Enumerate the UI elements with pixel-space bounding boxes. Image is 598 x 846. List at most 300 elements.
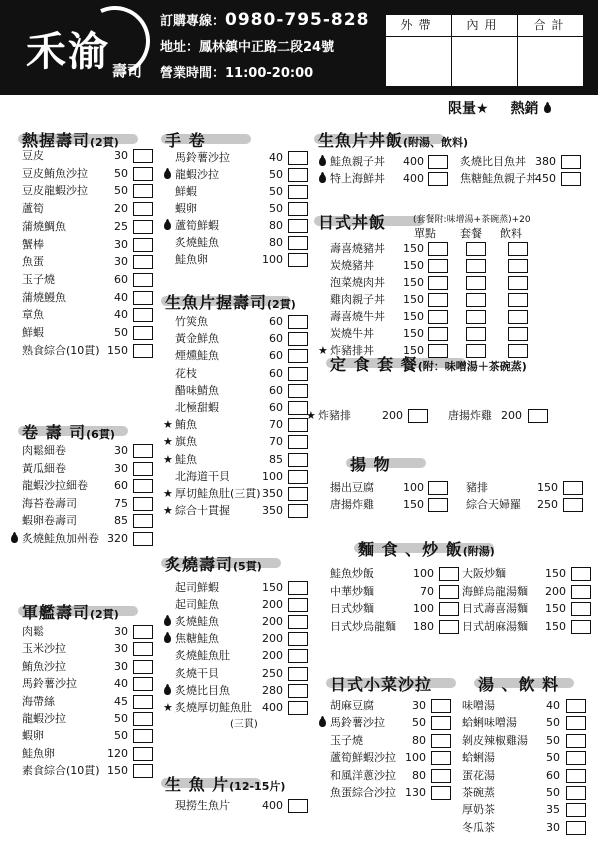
item-price: 200 [501,409,522,422]
quantity-box[interactable] [133,514,153,528]
menu-item [10,746,155,762]
item-name: 玉子燒 [330,733,363,747]
section-title-text: 湯 、飲 料 [478,675,560,694]
section-subtitle: (6貫) [86,428,115,441]
quantity-box[interactable] [133,238,153,252]
section-subtitle: (附湯) [462,545,495,558]
item-name: 蛤蜊湯 [462,751,495,765]
quantity-box[interactable] [563,498,583,512]
quantity-box[interactable] [288,435,308,449]
quantity-box[interactable] [561,172,581,186]
item-price: 50 [114,184,128,198]
quantity-box[interactable] [466,293,486,307]
section-title-text: 手 卷 [165,131,206,150]
item-price: 130 [405,786,426,799]
legend [448,98,552,118]
quantity-box[interactable] [288,168,308,182]
quantity-box[interactable] [288,236,308,250]
quantity-box[interactable] [288,185,308,199]
total-box[interactable] [518,37,585,88]
item-name: 和風洋蔥沙拉 [330,768,396,782]
menu-item [10,496,155,512]
item-name: 蛋花湯 [462,768,495,782]
item-price: 60 [546,768,560,782]
menu-item [163,503,310,519]
menu-item [163,434,310,450]
item-price: 150 [545,567,566,580]
menu-item [10,461,155,477]
menu-item [163,218,310,234]
menu-item [10,443,155,459]
takeout-box[interactable] [386,37,452,88]
quantity-box[interactable] [508,293,528,307]
item-price: 80 [269,236,283,249]
store-info [160,10,369,88]
menu-item [163,184,310,200]
item-name: 日式胡麻湯麵 [462,619,528,633]
item-price: 150 [403,310,424,323]
item-price: 40 [114,290,128,304]
quantity-box[interactable] [428,481,448,495]
quantity-box[interactable] [566,734,586,748]
quantity-box[interactable] [288,418,308,432]
menu-item [10,272,155,288]
quantity-box[interactable] [508,310,528,324]
quantity-box[interactable] [133,202,153,216]
quantity-box[interactable] [133,642,153,656]
quantity-box[interactable] [133,695,153,709]
quantity-box[interactable] [133,729,153,743]
quantity-box[interactable] [288,453,308,467]
quantity-box[interactable] [288,667,308,681]
quantity-box[interactable] [133,326,153,340]
item-price: 50 [114,166,128,180]
item-price: 100 [403,481,424,494]
flame-icon [163,219,172,231]
item-price: 150 [545,602,566,616]
item-name: 唐揚炸雞 [448,409,492,422]
item-name: 鮮蝦 [175,185,197,198]
quantity-box[interactable] [428,327,448,341]
menu-item [450,566,593,582]
section-title-text: 揚 物 [350,455,391,474]
quantity-box[interactable] [428,276,448,290]
menu-item [318,768,453,784]
quantity-box[interactable] [288,315,308,329]
address-label: 地址： [160,40,200,55]
quantity-box[interactable] [508,242,528,256]
quantity-box[interactable] [288,151,308,165]
quantity-box[interactable] [566,821,586,835]
quantity-box[interactable] [431,751,451,765]
item-name: 花枝 [175,366,197,380]
quantity-box[interactable] [133,255,153,269]
item-name: 炙燒比目魚 [175,683,230,697]
quantity-box[interactable] [528,409,548,423]
quantity-box[interactable] [288,598,308,612]
quantity-box[interactable] [288,401,308,415]
item-name: 厚奶茶 [462,803,495,817]
section-title-teishoku [330,352,527,375]
item-price: 350 [262,504,283,518]
item-name: 海鮮烏龍湯麵 [462,584,528,598]
item-name: 蛤蜊味噌湯 [462,716,517,730]
item-price: 50 [269,202,283,215]
item-name: 炙燒鮭魚 [175,615,219,629]
section-title-salad [330,672,432,695]
item-price: 30 [114,255,128,269]
limited-star-icon: ★ [163,700,173,714]
quantity-box[interactable] [571,567,591,581]
item-price: 50 [412,716,426,730]
quantity-box[interactable] [133,149,153,163]
quantity-box[interactable] [466,310,486,324]
quantity-box[interactable] [288,384,308,398]
quantity-box[interactable] [563,481,583,495]
hours-row [160,62,369,88]
item-price: 50 [114,326,128,339]
item-price: 200 [262,615,283,629]
quantity-box[interactable] [431,769,451,783]
item-name: 蝦卵卷壽司 [22,514,77,527]
item-name: 煙燻鮭魚 [175,349,219,363]
quantity-box[interactable] [288,487,308,501]
quantity-box[interactable] [431,786,451,800]
quantity-box[interactable] [133,291,153,305]
item-price: 250 [262,666,283,680]
quantity-box[interactable] [566,716,586,730]
item-name: 豬排 [466,481,488,494]
menu-item [163,631,310,647]
menu-item [10,641,155,657]
item-price: 450 [535,172,556,185]
item-price: 100 [405,751,426,765]
item-price: 70 [269,435,283,449]
section-title-text: 卷 壽 司 [22,423,87,442]
item-name: 熟食綜合(10貫) [22,343,100,357]
menu-item [10,711,155,727]
section-title-text: 生魚片丼飯 [318,131,404,150]
menu-item [318,326,545,342]
quantity-box[interactable] [133,167,153,181]
item-price: 25 [114,219,128,233]
limited-star-icon: ★ [163,418,173,432]
flame-icon [163,168,172,180]
item-name: 炙燒鮭魚 [175,236,219,249]
item-price: 150 [537,481,558,494]
quantity-box[interactable] [133,220,153,234]
section-title-temaki [165,128,206,151]
item-name: 壽喜燒牛丼 [330,310,385,323]
quantity-box[interactable] [288,799,308,813]
item-price: 60 [269,315,283,328]
item-price: 40 [114,308,128,322]
menu-item [163,383,310,399]
quantity-box[interactable] [133,712,153,726]
menu-item [318,733,453,749]
quantity-box[interactable] [288,632,308,646]
item-price: 200 [545,584,566,598]
quantity-box[interactable] [428,172,448,186]
item-price: 30 [114,237,128,251]
item-name: 鮭魚親子丼 [330,155,385,168]
item-price: 70 [420,584,434,598]
item-price: 50 [114,712,128,725]
item-name: 壽喜燒豬丼 [330,242,385,255]
menu-item [10,531,155,547]
quantity-box[interactable] [133,764,153,778]
quantity-box[interactable] [133,344,153,358]
quantity-box[interactable] [431,734,451,748]
quantity-box[interactable] [571,585,591,599]
quantity-box[interactable] [288,470,308,484]
item-price: 50 [546,786,560,799]
quantity-box[interactable] [428,310,448,324]
business-hours: 11:00-20:00 [225,66,314,81]
item-price: 60 [269,366,283,380]
quantity-box[interactable] [466,276,486,290]
item-price: 400 [403,155,424,168]
section-title-gunkan [22,600,119,623]
quantity-box[interactable] [288,367,308,381]
quantity-box[interactable] [133,497,153,511]
flame-icon [163,615,172,627]
item-name: 黃金鮮魚 [175,332,219,346]
quantity-box[interactable] [466,327,486,341]
quantity-box[interactable] [288,219,308,233]
item-price: 150 [262,581,283,594]
item-price: 400 [262,799,283,812]
item-price: 150 [403,259,424,272]
menu-item [163,417,310,433]
quantity-box[interactable] [133,532,153,546]
column-header: 套餐 [460,227,482,240]
menu-item [448,171,583,187]
item-price: 60 [269,349,283,363]
menu-item [450,750,588,766]
section-title-text: 炙燒壽司 [165,555,234,574]
quantity-box[interactable] [571,602,591,616]
menu-item [318,601,461,617]
quantity-box[interactable] [133,625,153,639]
quantity-box[interactable] [408,409,428,423]
quantity-box[interactable] [133,308,153,322]
menu-item [318,497,450,513]
quantity-box[interactable] [428,155,448,169]
item-price: 250 [537,498,558,511]
menu-item [163,331,310,347]
quantity-box[interactable] [133,273,153,287]
quantity-box[interactable] [133,677,153,691]
quantity-box[interactable] [508,276,528,290]
dinein-box[interactable] [452,37,518,88]
order-header-total: 合計 [518,15,585,37]
item-name: 魚蛋綜合沙拉 [330,786,396,799]
menu-item [163,666,310,682]
quantity-box[interactable] [288,684,308,698]
order-header-takeout: 外帶 [386,15,452,37]
item-name: 蝦卵 [175,202,197,215]
menu-item [318,619,461,635]
item-price: 45 [114,694,128,708]
quantity-box[interactable] [428,259,448,273]
order-header-dinein: 內用 [452,15,518,37]
item-price: 50 [546,733,560,747]
item-price: 50 [114,729,128,743]
item-name: 雞肉親子丼 [330,293,385,306]
legend-hot: 熱銷 [510,101,539,117]
limited-star-icon: ★ [163,487,173,500]
menu-item [318,698,453,714]
item-price: 75 [114,496,128,510]
quantity-box[interactable] [133,747,153,761]
quantity-box[interactable] [288,615,308,629]
item-price: 50 [269,185,283,198]
item-name: 炙燒厚切鮭魚肚 [175,700,252,714]
item-name: 炭燒牛丼 [330,327,374,340]
menu-item [318,275,545,291]
item-price: 30 [114,642,128,656]
section-title-text: 軍艦壽司 [22,603,91,622]
menu-item [163,235,310,251]
menu-item [10,325,155,341]
quantity-box[interactable] [133,444,153,458]
quantity-box[interactable] [288,349,308,363]
quantity-box[interactable] [431,699,451,713]
quantity-box[interactable] [288,504,308,518]
order-table [384,13,585,88]
item-name: 黃瓜細卷 [22,461,66,475]
item-price: 40 [546,699,560,712]
item-name: 蘆筍鮮蝦沙拉 [330,751,396,765]
quantity-box[interactable] [428,498,448,512]
quantity-box[interactable] [288,253,308,267]
quantity-box[interactable] [508,259,528,273]
item-name: 蘆筍鮮蝦 [175,219,219,232]
menu-item [10,763,155,779]
quantity-box[interactable] [428,293,448,307]
menu-item [448,154,583,170]
quantity-box[interactable] [466,259,486,273]
quantity-box[interactable] [288,202,308,216]
menu-item [163,348,310,364]
quantity-box[interactable] [466,242,486,256]
menu-item [163,400,310,416]
item-name: 唐揚炸雞 [330,498,374,511]
item-price: 30 [412,699,426,712]
item-price: 30 [546,820,560,834]
item-price: 60 [269,332,283,346]
section-title-sashimi [165,772,285,795]
column-header: 單點 [414,227,436,240]
quantity-box[interactable] [566,786,586,800]
quantity-box[interactable] [288,701,308,715]
menu-item [10,290,155,306]
menu-item [450,802,588,818]
quantity-box[interactable] [288,332,308,346]
menu-item [10,694,155,710]
quantity-box[interactable] [561,155,581,169]
item-price: 150 [403,327,424,340]
item-name: 豆皮 [22,149,44,162]
item-name: 炸豬排 [318,409,351,422]
section-title-text: 生 魚 片 [165,775,230,794]
quantity-box[interactable] [566,699,586,713]
menu-item [454,480,585,496]
item-name: 馬鈴薯沙拉 [175,151,230,164]
item-price: 85 [269,452,283,466]
item-price: 200 [262,598,283,612]
phone-row [160,10,369,36]
quantity-box[interactable] [431,716,451,730]
quantity-box[interactable] [288,581,308,595]
menu-item [10,183,155,199]
item-name: 龍蝦沙拉 [22,712,66,725]
item-name: 胡麻豆腐 [330,699,374,712]
address-row [160,36,369,62]
menu-item [318,154,450,170]
menu-item [163,366,310,382]
flame-icon [318,172,327,184]
quantity-box[interactable] [133,479,153,493]
item-price: 120 [107,746,128,760]
menu-item [318,171,450,187]
item-name: 肉鬆 [22,625,44,638]
quantity-box[interactable] [133,660,153,674]
item-price: 50 [546,716,560,730]
item-price: 400 [403,172,424,185]
quantity-box[interactable] [566,751,586,765]
menu-item [163,614,310,630]
quantity-box[interactable] [508,327,528,341]
item-price: 150 [107,764,128,778]
item-name: 日式壽喜湯麵 [462,602,528,616]
flame-icon [163,632,172,644]
item-name: 馬鈴薯沙拉 [330,716,385,730]
quantity-box[interactable] [566,803,586,817]
quantity-box[interactable] [571,620,591,634]
menu-item [10,728,155,744]
section-subtitle: (附：味噌湯＋茶碗蒸) [417,360,527,373]
section-title-sashimi_nigiri [165,290,296,313]
item-name: 醋味鯖魚 [175,383,219,397]
item-price: 200 [382,409,403,422]
menu-item [318,292,545,308]
menu-item [450,698,588,714]
menu-item [163,648,310,664]
limited-star-icon: ★ [318,344,328,357]
quantity-box[interactable] [133,184,153,198]
quantity-box[interactable] [288,649,308,663]
item-price: 150 [545,619,566,633]
menu-item [318,309,545,325]
quantity-box[interactable] [133,462,153,476]
quantity-box[interactable] [566,769,586,783]
menu-item [318,785,453,801]
menu-item [163,150,310,166]
item-name: 蘆筍 [22,202,44,216]
menu-item [163,314,310,330]
item-price: 80 [269,219,283,232]
menu-item [163,167,310,183]
menu-item [163,252,310,268]
quantity-box[interactable] [428,242,448,256]
menu-item [454,497,585,513]
phone-number: 0980-795-828 [225,10,370,30]
section-subtitle: (2貫) [90,136,119,149]
menu-item [163,201,310,217]
menu-item [318,258,545,274]
